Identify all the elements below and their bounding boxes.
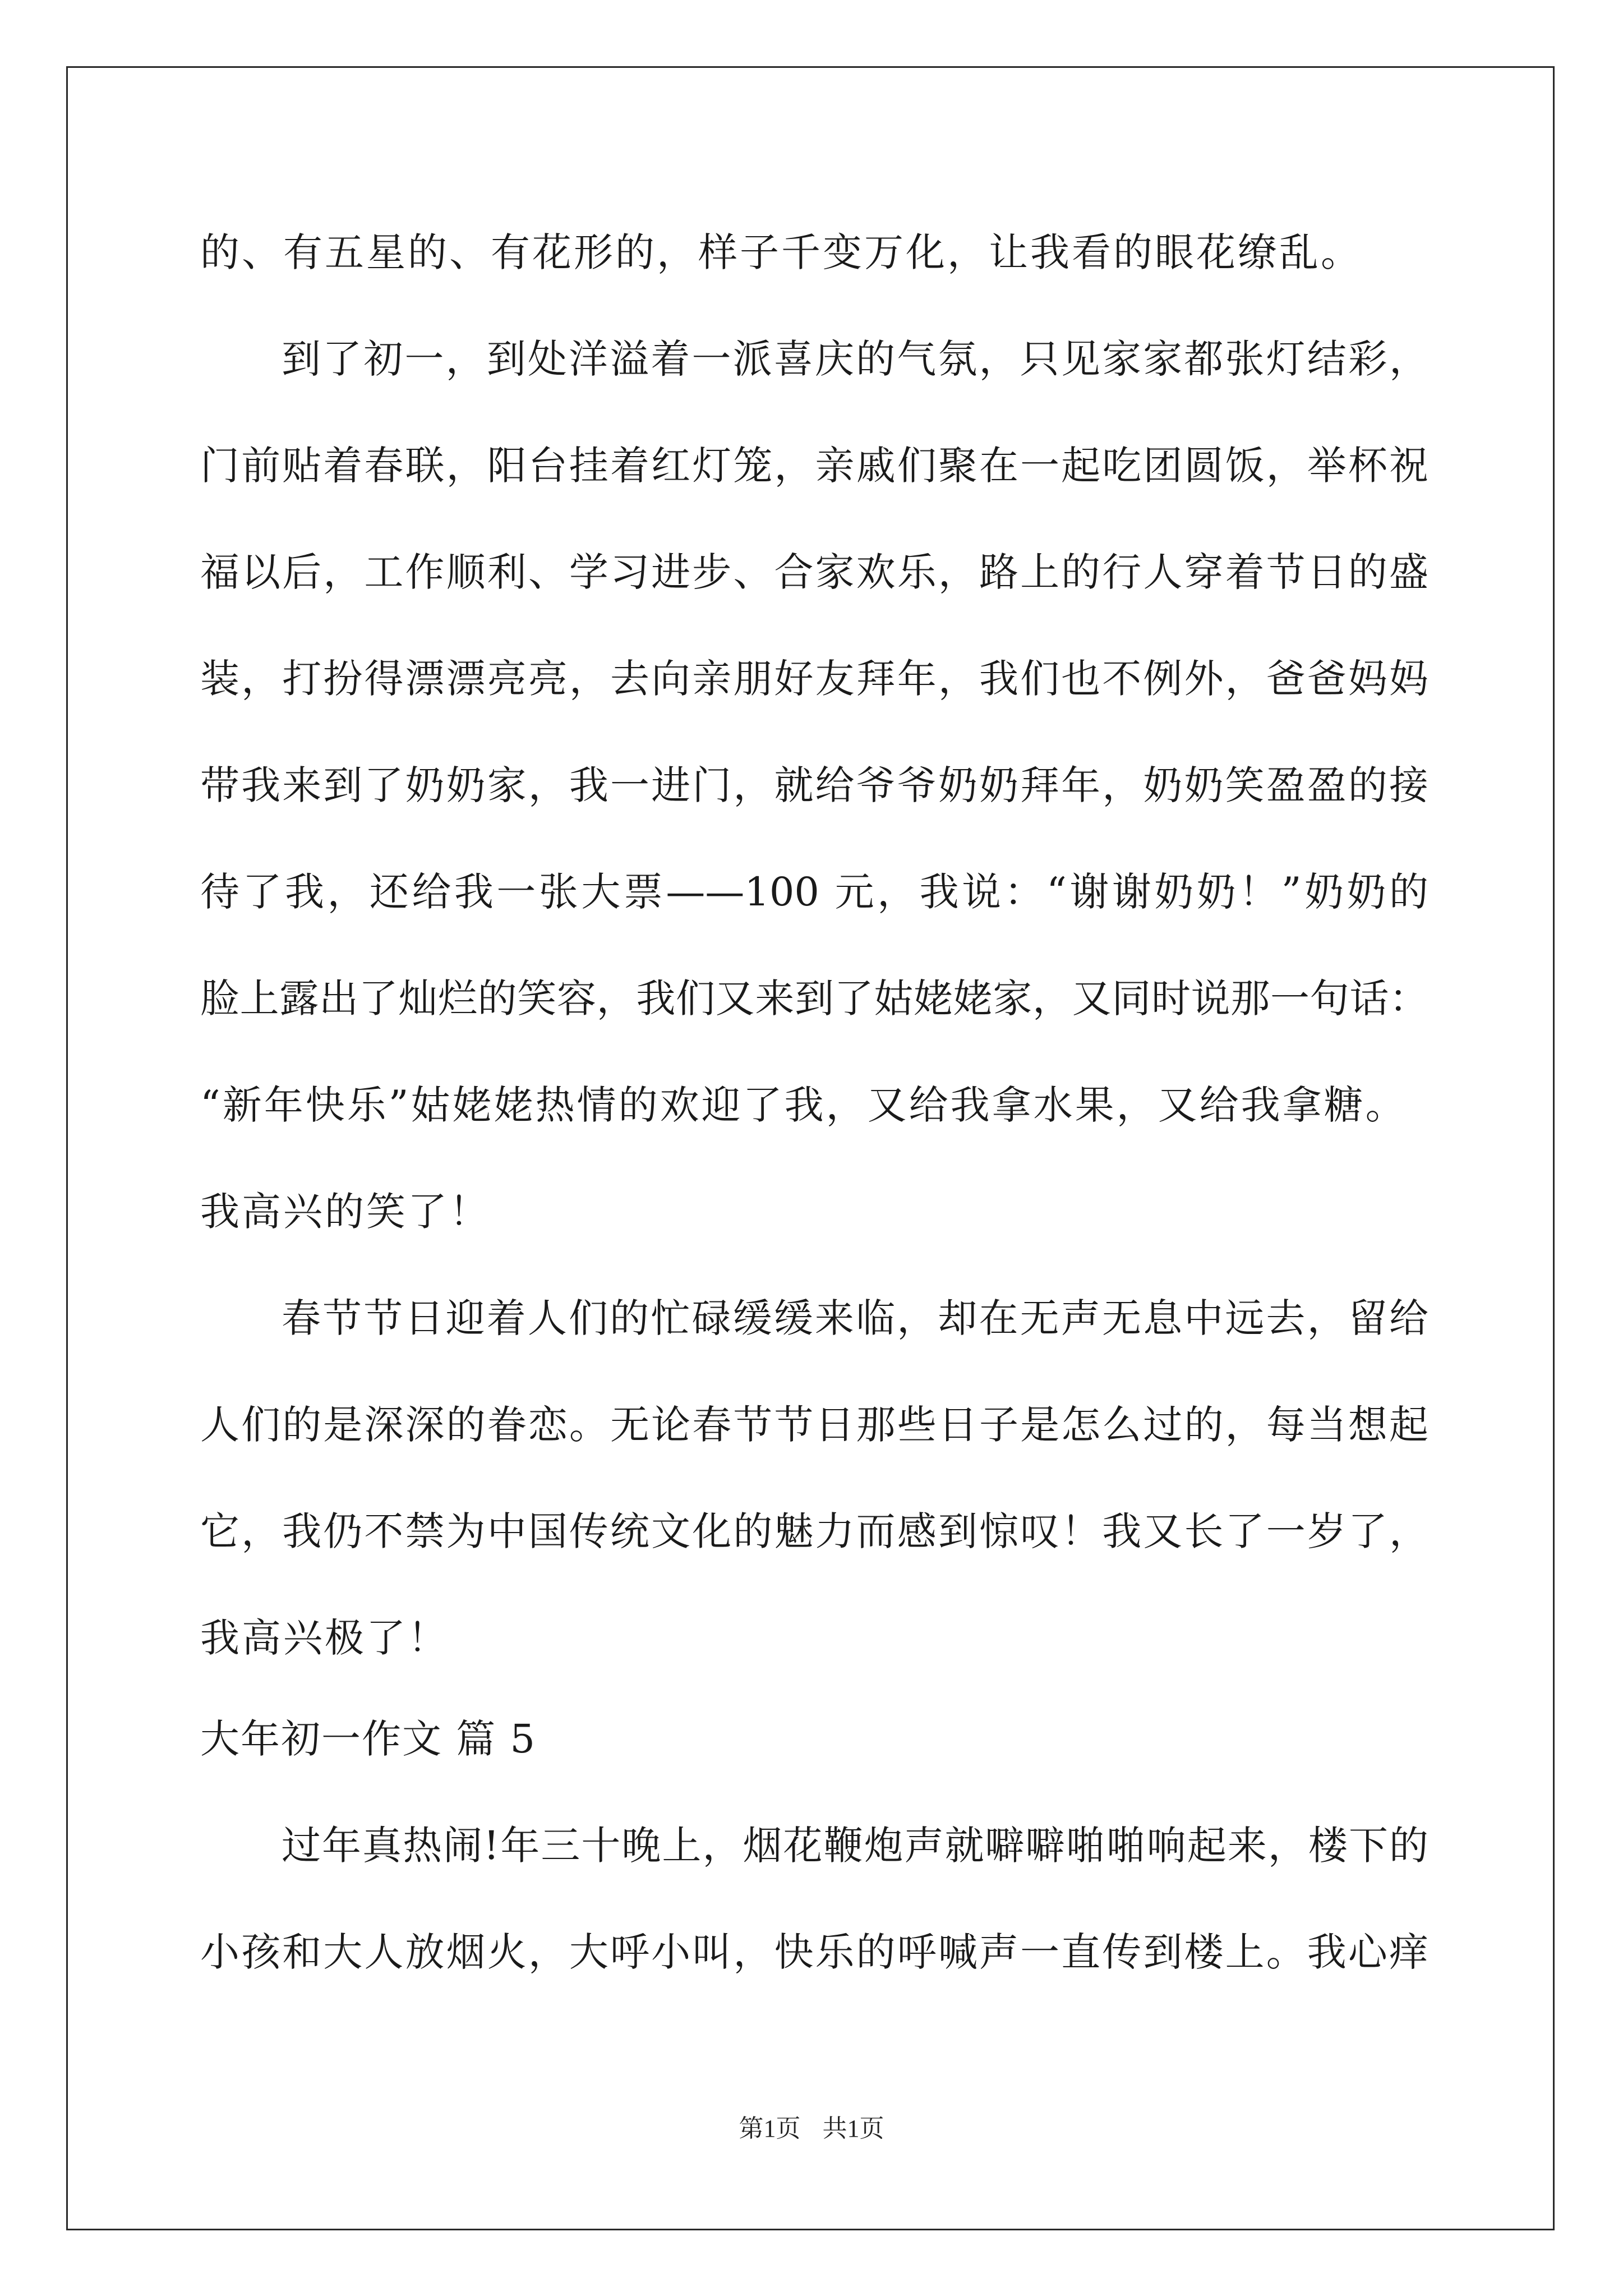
page-number: 第1页 (739, 2115, 801, 2142)
text-line: 门前贴着春联，阳台挂着红灯笼，亲戚们聚在一起吃团圆饭，举杯祝 (200, 443, 1428, 489)
page-footer (0, 2112, 1623, 2146)
section-heading: 大年初一作文 篇 5 (200, 1716, 537, 1762)
page-border (66, 66, 1555, 2230)
text-line: 福以后，工作顺利、学习进步、合家欢乐，路上的行人穿着节日的盛 (200, 549, 1428, 595)
text-line: 的、有五星的、有花形的，样子千变万化，让我看的眼花缭乱。 (200, 229, 1362, 275)
text-line: 带我来到了奶奶家，我一进门，就给爷爷奶奶拜年，奶奶笑盈盈的接 (200, 762, 1428, 808)
text-line: 过年真热闹!年三十晚上，烟花鞭炮声就噼噼啪啪响起来，楼下的 (282, 1823, 1428, 1869)
text-line: 我高兴极了！ (200, 1615, 449, 1661)
text-line: 装，打扮得漂漂亮亮，去向亲朋好友拜年，我们也不例外，爸爸妈妈 (200, 656, 1428, 702)
page-total: 共1页 (822, 2115, 884, 2142)
text-line: 它，我仍不禁为中国传统文化的魅力而感到惊叹！我又长了一岁了， (200, 1508, 1428, 1554)
text-line: 人们的是深深的眷恋。无论春节节日那些日子是怎么过的，每当想起 (200, 1402, 1428, 1448)
text-line: 到了初一，到处洋溢着一派喜庆的气氛，只见家家都张灯结彩， (282, 336, 1428, 382)
text-line: 脸上露出了灿烂的笑容，我们又来到了姑姥姥家，又同时说那一句话： (200, 976, 1428, 1022)
text-line: 待了我，还给我一张大票——100 元，我说：“谢谢奶奶！”奶奶的 (200, 869, 1428, 915)
text-line: “新年快乐”姑姥姥热情的欢迎了我，又给我拿水果，又给我拿糖。 (200, 1082, 1407, 1128)
text-line: 春节节日迎着人们的忙碌缓缓来临，却在无声无息中远去，留给 (282, 1295, 1428, 1341)
text-line: 我高兴的笑了！ (200, 1189, 491, 1235)
text-line: 小孩和大人放烟火，大呼小叫，快乐的呼喊声一直传到楼上。我心痒 (200, 1929, 1428, 1975)
